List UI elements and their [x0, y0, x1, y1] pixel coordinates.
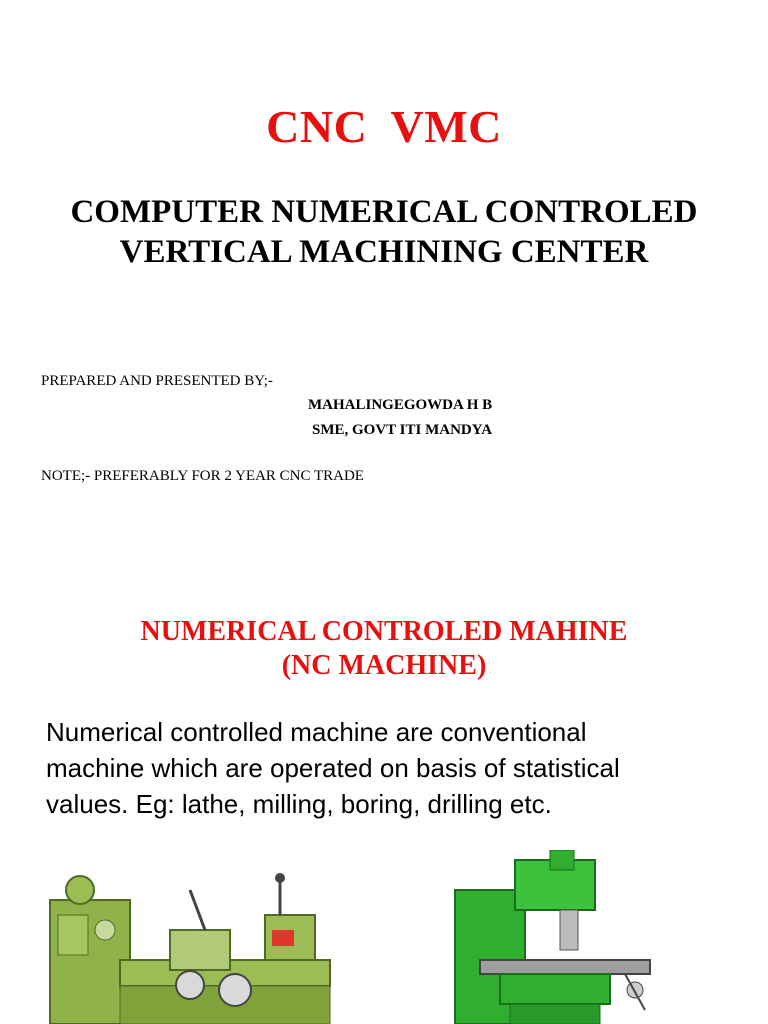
body-line-2: machine which are operated on basis of statistical — [46, 753, 620, 783]
lathe-machine-image — [40, 860, 340, 1024]
subtitle-line-2: VERTICAL MACHINING CENTER — [119, 234, 649, 270]
section-title-line-2: (NC MACHINE) — [281, 650, 487, 681]
author-affiliation: SME, GOVT ITI MANDYA — [312, 422, 493, 438]
nc-machine-slide — [0, 560, 768, 1024]
note-text: NOTE;- PREFERABLY FOR 2 YEAR CNC TRADE — [41, 468, 364, 484]
section-title-line-1: NUMERICAL CONTROLED MAHINE — [140, 616, 628, 647]
author-name: MAHALINGEGOWDA H B — [308, 397, 493, 413]
prepared-by-label: PREPARED AND PRESENTED BY;- — [41, 373, 273, 389]
body-line-1: Numerical controlled machine are conventional — [46, 717, 587, 747]
body-line-3: values. Eg: lathe, milling, boring, drilling etc. — [46, 789, 552, 819]
milling-machine-image — [420, 850, 660, 1024]
subtitle-line-1: COMPUTER NUMERICAL CONTROLED — [70, 194, 698, 230]
section-title — [0, 615, 768, 683]
main-title: CNC VMC — [266, 101, 502, 152]
body-paragraph — [46, 714, 696, 822]
subtitle — [0, 192, 768, 272]
